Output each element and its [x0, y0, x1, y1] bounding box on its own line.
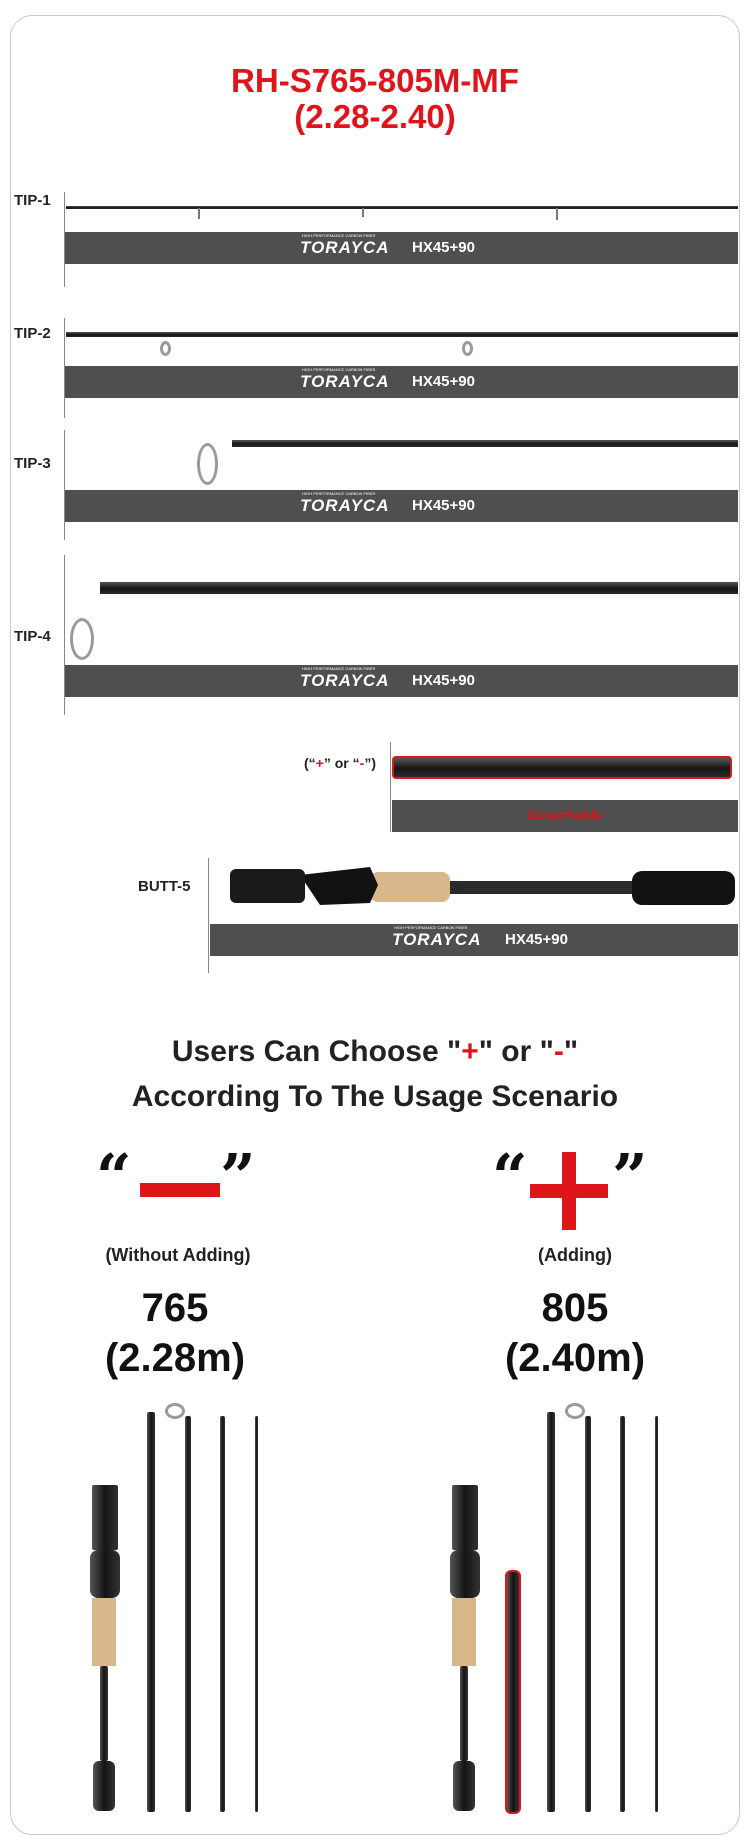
trigger-icon: [450, 1550, 480, 1598]
open-quote-icon: “: [96, 1140, 132, 1213]
blank-icon: [100, 1666, 108, 1761]
option-length-plus: (2.40m): [504, 1336, 646, 1380]
guide-icon: [362, 208, 364, 217]
rod-section-icon: [547, 1412, 555, 1812]
section-band: [65, 665, 738, 697]
option-caption-plus: (Adding): [538, 1245, 612, 1265]
section-bracket: [64, 430, 65, 540]
section-label-tip-1: TIP-1: [14, 192, 51, 209]
section-band: [65, 366, 738, 398]
detachable-label: Detachable: [527, 807, 603, 823]
section-spec: HX45+90: [412, 672, 475, 689]
extension-piece-icon: [505, 1570, 521, 1814]
extension-label: (“+” or “-”): [304, 755, 376, 771]
butt-band: [210, 924, 738, 956]
choice-heading-line-1: Users Can Choose "+" or "-": [171, 1035, 579, 1068]
section-spec: HX45+90: [505, 931, 568, 948]
tip-2-rod: [66, 332, 738, 337]
tip-3-rod: [232, 440, 738, 447]
reel-seat-icon: [92, 1485, 118, 1550]
trigger-icon: [90, 1550, 120, 1598]
extension-rod: [392, 756, 732, 779]
tip-1-rod: [66, 206, 738, 209]
option-caption-minus: (Without Adding): [105, 1245, 251, 1265]
plus-symbol-icon: [562, 1152, 576, 1230]
reel-seat-icon: [452, 1485, 478, 1550]
section-bracket: [208, 858, 209, 973]
guide-icon: [565, 1403, 585, 1419]
torayca-logo: HIGH PERFORMANCE CARBON FIBER TORAYCA: [392, 925, 482, 949]
close-quote-icon: ”: [220, 1140, 256, 1213]
rod-section-icon: [220, 1416, 225, 1812]
butt-cap-icon: [453, 1761, 475, 1811]
cork-grip-icon: [452, 1598, 476, 1666]
section-spec: HX45+90: [412, 239, 475, 256]
section-band: [65, 232, 738, 264]
rod-section-icon: [185, 1416, 191, 1812]
section-label-tip-2: TIP-2: [14, 325, 51, 342]
rod-section-icon: [585, 1416, 591, 1812]
guide-icon: [197, 443, 218, 485]
section-label-tip-3: TIP-3: [14, 455, 51, 472]
minus-symbol-icon: [140, 1183, 220, 1197]
close-quote-icon: ”: [612, 1140, 648, 1213]
rod-section-icon: [147, 1412, 155, 1812]
model-length-range: (2.28-2.40): [294, 98, 456, 135]
guide-icon: [70, 618, 94, 660]
guide-icon: [556, 208, 558, 220]
open-quote-icon: “: [492, 1140, 528, 1213]
section-spec: HX45+90: [412, 497, 475, 514]
butt-handle-icon: [210, 855, 738, 915]
rod-section-icon: [255, 1416, 258, 1812]
option-model-minus: 765: [141, 1286, 209, 1330]
blank-icon: [460, 1666, 468, 1761]
section-spec: HX45+90: [412, 373, 475, 390]
torayca-logo: HIGH PERFORMANCE CARBON FIBER TORAYCA: [300, 233, 390, 257]
guide-icon: [165, 1403, 185, 1419]
guide-icon: [160, 341, 171, 356]
section-band: [65, 490, 738, 522]
option-length-minus: (2.28m): [104, 1336, 246, 1380]
cork-grip-icon: [92, 1598, 116, 1666]
option-model-plus: 805: [541, 1286, 609, 1330]
tip-4-rod: [100, 582, 738, 594]
model-title: RH-S765-805M-MF: [231, 62, 519, 99]
guide-icon: [462, 341, 473, 356]
rod-section-icon: [655, 1416, 658, 1812]
rod-section-icon: [620, 1416, 625, 1812]
torayca-logo: HIGH PERFORMANCE CARBON FIBER TORAYCA: [300, 666, 390, 690]
section-bracket: [390, 742, 391, 832]
choice-heading-line-2: According To The Usage Scenario: [131, 1080, 619, 1113]
guide-icon: [198, 208, 200, 219]
torayca-logo: HIGH PERFORMANCE CARBON FIBER TORAYCA: [300, 491, 390, 515]
butt-cap-icon: [93, 1761, 115, 1811]
extension-band: [392, 800, 738, 832]
torayca-logo: HIGH PERFORMANCE CARBON FIBER TORAYCA: [300, 367, 390, 391]
section-label-butt-5: BUTT-5: [138, 878, 191, 895]
section-label-tip-4: TIP-4: [14, 628, 51, 645]
